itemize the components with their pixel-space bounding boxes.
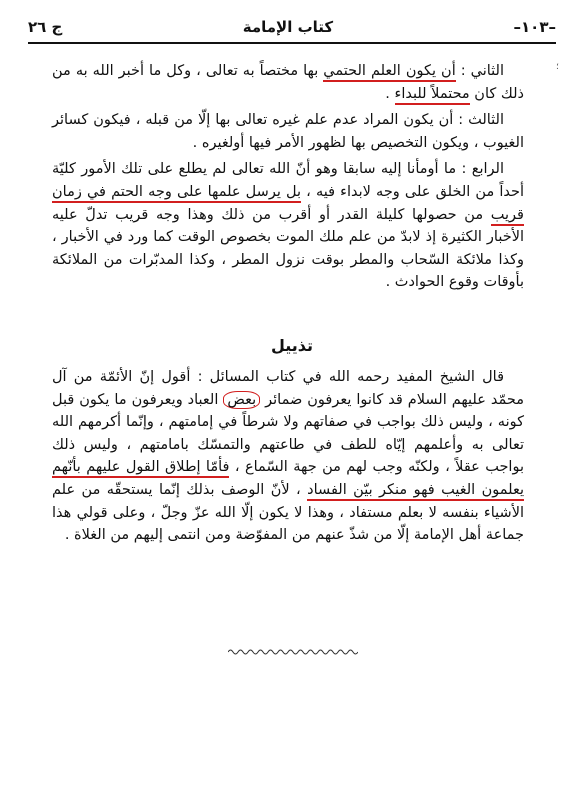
paragraph-appendix <box>52 366 524 547</box>
page-number: –١٠٣– <box>513 18 556 36</box>
book-title: كتاب الإمامة <box>242 18 334 36</box>
circled-word: بعض <box>223 391 260 409</box>
highlighted-phrase: فأمّا إطلاق القول عليهم بأنّهم يعلمون الغيب فهو منكر بيّن الفساد <box>52 459 524 501</box>
highlighted-phrase: بل يرسل علمها على وجه الحتم في زمان قريب <box>52 184 524 226</box>
paragraph-third: الثالث : أن يكون المراد عدم علم غيره تعالى بها إلّا من قبله ، فيكون كسائر الغيوب ، ويكون التخصيص بها لظهور الأمر فيها أولغيره . <box>52 112 524 151</box>
paragraph-text: الثاني : <box>455 63 504 79</box>
paragraph-text: . <box>385 85 395 102</box>
appendix-text <box>52 366 524 547</box>
highlighted-phrase: أن يكون العلم الحتمي <box>323 63 455 82</box>
paragraph-fourth <box>52 158 524 294</box>
main-text <box>52 60 524 298</box>
paragraph-text: الرابع : ما أومأنا إليه سابقا وهو أنّ الله تعالى لم يطلع على تلك الأمور كليّة أحداً من الخلق على وجه لابداء فيه ، <box>52 161 524 200</box>
highlighted-phrase: محتملاً للبداء <box>395 86 470 105</box>
paragraph-second <box>52 60 524 105</box>
page-header <box>28 14 556 40</box>
section-title: تذييل <box>270 336 314 355</box>
paragraph-text: العباد ويعرفون ما يكون قبل كونه ، وليس ذلك بواجب في صفاتهم ولا شرطاً في إمامتهم ، وإنّما أكرمهم الله تعالى به وأعلمهم إيّاه للطف في طاعتهم والتمسّك بامامتهم ، وليس ذلك بواجب عقلاً ، ولكنّه وجب لهم من جهة السّماع ، <box>52 391 524 476</box>
paragraph-text: ، لأنّ الوصف بذلك إنّما يستحقّه من علم الأشياء بنفسه لا بعلم مستفاد ، وهذا لا يكون إلّا الله عزّ وجلّ ، وعلى قولي هذا جماعة أهل الإمامة إلّا من شذّ عنهم من المفوّضة ومن انتمى إليهم من الغلاة . <box>52 481 524 544</box>
paragraph-text: بها مختصاً به تعالى ، وكل ما أخبر الله به من ذلك كان <box>52 63 524 102</box>
header-divider <box>28 42 556 44</box>
paragraph-text: قال الشيخ المفيد رحمه الله في كتاب المسائل : أقول إنّ الأئمّة من آل محمّد عليهم السلام قد كانوا يعرفون ضمائر <box>52 369 524 408</box>
paragraph-text: من حصولها كليلة القدر أو أقرب من ذلك وهذا وجه قريب تدلّ عليه الأخبار الكثيرة إذ لابدّ من علم ملك الموت بخصوص الوقت كما ورد في الأخبار ، وكذا ملائكة السّحاب والمطر بوقت نزول المطر ، وكذا المدبّرات من الملائكة بأوقات وقوع الحوادث . <box>52 206 524 291</box>
margin-mark: ؛ <box>556 62 559 72</box>
end-ornament <box>228 648 358 656</box>
volume-label: ج ٢٦ <box>28 18 63 36</box>
